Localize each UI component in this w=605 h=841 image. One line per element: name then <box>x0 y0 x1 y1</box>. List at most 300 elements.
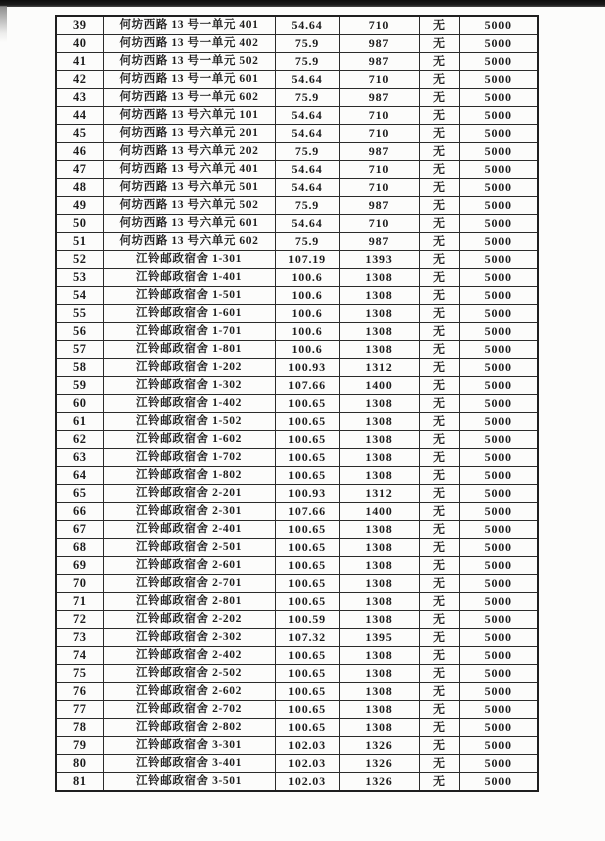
table-row <box>56 755 538 773</box>
cell-deposit: 5000 <box>459 737 538 755</box>
cell-deposit: 5000 <box>459 467 538 485</box>
cell-row-number: 45 <box>56 125 103 143</box>
cell-price: 987 <box>339 53 419 71</box>
cell-price: 987 <box>339 197 419 215</box>
cell-price: 1312 <box>339 359 419 377</box>
cell-area: 100.65 <box>275 395 339 413</box>
cell-address: 何坊西路 13 号一单元 401 <box>103 16 275 35</box>
table-row <box>56 179 538 197</box>
cell-price: 1308 <box>339 719 419 737</box>
cell-area: 75.9 <box>275 53 339 71</box>
cell-deposit: 5000 <box>459 503 538 521</box>
cell-area: 75.9 <box>275 233 339 251</box>
cell-row-number: 39 <box>56 16 103 35</box>
cell-remark: 无 <box>419 773 459 792</box>
cell-area: 100.65 <box>275 593 339 611</box>
cell-deposit: 5000 <box>459 305 538 323</box>
cell-remark: 无 <box>419 701 459 719</box>
cell-deposit: 5000 <box>459 629 538 647</box>
cell-deposit: 5000 <box>459 539 538 557</box>
cell-row-number: 56 <box>56 323 103 341</box>
cell-deposit: 5000 <box>459 16 538 35</box>
cell-address: 何坊西路 13 号六单元 601 <box>103 215 275 233</box>
cell-address: 何坊西路 13 号六单元 401 <box>103 161 275 179</box>
cell-address: 江铃邮政宿舍 2-702 <box>103 701 275 719</box>
table-row <box>56 269 538 287</box>
table-row <box>56 629 538 647</box>
cell-row-number: 50 <box>56 215 103 233</box>
table-row <box>56 503 538 521</box>
cell-deposit: 5000 <box>459 665 538 683</box>
cell-area: 100.6 <box>275 341 339 359</box>
cell-price: 1308 <box>339 341 419 359</box>
cell-deposit: 5000 <box>459 53 538 71</box>
cell-row-number: 57 <box>56 341 103 359</box>
cell-price: 1308 <box>339 431 419 449</box>
cell-price: 1308 <box>339 269 419 287</box>
cell-area: 100.59 <box>275 611 339 629</box>
cell-address: 江铃邮政宿舍 2-602 <box>103 683 275 701</box>
cell-address: 江铃邮政宿舍 1-601 <box>103 305 275 323</box>
cell-price: 1326 <box>339 773 419 792</box>
cell-area: 100.65 <box>275 665 339 683</box>
table-row <box>56 71 538 89</box>
cell-address: 江铃邮政宿舍 1-401 <box>103 269 275 287</box>
cell-deposit: 5000 <box>459 449 538 467</box>
cell-area: 100.65 <box>275 683 339 701</box>
cell-address: 江铃邮政宿舍 2-302 <box>103 629 275 647</box>
cell-remark: 无 <box>419 737 459 755</box>
cell-row-number: 78 <box>56 719 103 737</box>
cell-remark: 无 <box>419 161 459 179</box>
cell-price: 1326 <box>339 755 419 773</box>
cell-address: 江铃邮政宿舍 3-501 <box>103 773 275 792</box>
cell-row-number: 63 <box>56 449 103 467</box>
cell-row-number: 67 <box>56 521 103 539</box>
cell-remark: 无 <box>419 143 459 161</box>
cell-remark: 无 <box>419 107 459 125</box>
cell-deposit: 5000 <box>459 215 538 233</box>
table-row <box>56 359 538 377</box>
table-row <box>56 143 538 161</box>
cell-deposit: 5000 <box>459 161 538 179</box>
cell-row-number: 76 <box>56 683 103 701</box>
cell-area: 54.64 <box>275 16 339 35</box>
cell-row-number: 61 <box>56 413 103 431</box>
cell-price: 1308 <box>339 701 419 719</box>
cell-price: 1308 <box>339 449 419 467</box>
cell-area: 102.03 <box>275 737 339 755</box>
table-row <box>56 215 538 233</box>
cell-address: 江铃邮政宿舍 1-701 <box>103 323 275 341</box>
cell-price: 1308 <box>339 323 419 341</box>
table-row <box>56 701 538 719</box>
table-row <box>56 53 538 71</box>
cell-area: 100.65 <box>275 467 339 485</box>
cell-area: 75.9 <box>275 35 339 53</box>
cell-price: 1308 <box>339 593 419 611</box>
cell-remark: 无 <box>419 377 459 395</box>
cell-deposit: 5000 <box>459 395 538 413</box>
cell-row-number: 72 <box>56 611 103 629</box>
property-listing-table <box>55 15 539 792</box>
cell-remark: 无 <box>419 611 459 629</box>
cell-address: 江铃邮政宿舍 2-701 <box>103 575 275 593</box>
cell-price: 1312 <box>339 485 419 503</box>
cell-row-number: 55 <box>56 305 103 323</box>
table-row <box>56 305 538 323</box>
cell-deposit: 5000 <box>459 107 538 125</box>
cell-address: 江铃邮政宿舍 2-802 <box>103 719 275 737</box>
cell-address: 江铃邮政宿舍 1-502 <box>103 413 275 431</box>
cell-deposit: 5000 <box>459 179 538 197</box>
cell-deposit: 5000 <box>459 269 538 287</box>
cell-deposit: 5000 <box>459 593 538 611</box>
cell-area: 100.65 <box>275 521 339 539</box>
cell-price: 1393 <box>339 251 419 269</box>
table-row <box>56 89 538 107</box>
cell-row-number: 80 <box>56 755 103 773</box>
table-row <box>56 521 538 539</box>
cell-price: 1308 <box>339 395 419 413</box>
cell-price: 1308 <box>339 305 419 323</box>
cell-area: 100.65 <box>275 719 339 737</box>
table-row <box>56 323 538 341</box>
cell-address: 何坊西路 13 号六单元 101 <box>103 107 275 125</box>
cell-remark: 无 <box>419 53 459 71</box>
cell-address: 江铃邮政宿舍 2-202 <box>103 611 275 629</box>
cell-area: 100.65 <box>275 431 339 449</box>
cell-deposit: 5000 <box>459 647 538 665</box>
cell-price: 1400 <box>339 503 419 521</box>
cell-address: 江铃邮政宿舍 2-301 <box>103 503 275 521</box>
cell-price: 710 <box>339 125 419 143</box>
cell-remark: 无 <box>419 233 459 251</box>
cell-address: 何坊西路 13 号六单元 202 <box>103 143 275 161</box>
cell-address: 何坊西路 13 号一单元 402 <box>103 35 275 53</box>
table-row <box>56 683 538 701</box>
cell-row-number: 68 <box>56 539 103 557</box>
cell-price: 1308 <box>339 665 419 683</box>
cell-remark: 无 <box>419 71 459 89</box>
table-row <box>56 341 538 359</box>
cell-area: 54.64 <box>275 125 339 143</box>
cell-row-number: 79 <box>56 737 103 755</box>
cell-row-number: 47 <box>56 161 103 179</box>
cell-row-number: 60 <box>56 395 103 413</box>
cell-row-number: 71 <box>56 593 103 611</box>
cell-remark: 无 <box>419 395 459 413</box>
cell-address: 何坊西路 13 号六单元 602 <box>103 233 275 251</box>
cell-area: 107.32 <box>275 629 339 647</box>
cell-area: 100.6 <box>275 269 339 287</box>
cell-row-number: 69 <box>56 557 103 575</box>
cell-area: 100.65 <box>275 701 339 719</box>
cell-address: 何坊西路 13 号六单元 502 <box>103 197 275 215</box>
cell-area: 102.03 <box>275 755 339 773</box>
cell-address: 江铃邮政宿舍 2-801 <box>103 593 275 611</box>
cell-price: 1308 <box>339 521 419 539</box>
table-row <box>56 16 538 35</box>
cell-row-number: 52 <box>56 251 103 269</box>
cell-area: 107.19 <box>275 251 339 269</box>
cell-remark: 无 <box>419 359 459 377</box>
cell-row-number: 74 <box>56 647 103 665</box>
table-row <box>56 557 538 575</box>
cell-remark: 无 <box>419 251 459 269</box>
cell-remark: 无 <box>419 305 459 323</box>
cell-remark: 无 <box>419 16 459 35</box>
cell-deposit: 5000 <box>459 701 538 719</box>
cell-area: 100.65 <box>275 413 339 431</box>
table-row <box>56 611 538 629</box>
cell-price: 987 <box>339 89 419 107</box>
cell-address: 江铃邮政宿舍 1-801 <box>103 341 275 359</box>
table-row <box>56 251 538 269</box>
cell-remark: 无 <box>419 755 459 773</box>
cell-area: 100.65 <box>275 647 339 665</box>
cell-row-number: 75 <box>56 665 103 683</box>
cell-price: 1395 <box>339 629 419 647</box>
cell-deposit: 5000 <box>459 719 538 737</box>
cell-area: 75.9 <box>275 143 339 161</box>
cell-price: 710 <box>339 16 419 35</box>
table-row <box>56 773 538 792</box>
cell-remark: 无 <box>419 35 459 53</box>
cell-price: 1308 <box>339 575 419 593</box>
cell-row-number: 70 <box>56 575 103 593</box>
table-row <box>56 449 538 467</box>
cell-row-number: 59 <box>56 377 103 395</box>
table-row <box>56 539 538 557</box>
table-row <box>56 395 538 413</box>
table-row <box>56 107 538 125</box>
cell-price: 710 <box>339 179 419 197</box>
cell-area: 75.9 <box>275 197 339 215</box>
cell-row-number: 40 <box>56 35 103 53</box>
cell-area: 100.65 <box>275 539 339 557</box>
cell-deposit: 5000 <box>459 35 538 53</box>
cell-deposit: 5000 <box>459 575 538 593</box>
cell-price: 1308 <box>339 287 419 305</box>
cell-row-number: 65 <box>56 485 103 503</box>
cell-price: 987 <box>339 143 419 161</box>
cell-deposit: 5000 <box>459 683 538 701</box>
cell-address: 江铃邮政宿舍 1-301 <box>103 251 275 269</box>
cell-row-number: 46 <box>56 143 103 161</box>
cell-price: 987 <box>339 233 419 251</box>
table-row <box>56 233 538 251</box>
cell-address: 江铃邮政宿舍 1-602 <box>103 431 275 449</box>
cell-deposit: 5000 <box>459 557 538 575</box>
cell-address: 江铃邮政宿舍 2-601 <box>103 557 275 575</box>
cell-deposit: 5000 <box>459 755 538 773</box>
cell-price: 1308 <box>339 683 419 701</box>
scan-left-edge-smudge <box>0 6 7 42</box>
cell-row-number: 53 <box>56 269 103 287</box>
table-row <box>56 413 538 431</box>
cell-row-number: 54 <box>56 287 103 305</box>
table-row <box>56 647 538 665</box>
cell-area: 107.66 <box>275 503 339 521</box>
scan-top-edge-bar <box>0 0 605 7</box>
cell-deposit: 5000 <box>459 125 538 143</box>
cell-deposit: 5000 <box>459 89 538 107</box>
cell-remark: 无 <box>419 89 459 107</box>
cell-remark: 无 <box>419 719 459 737</box>
cell-deposit: 5000 <box>459 341 538 359</box>
cell-deposit: 5000 <box>459 485 538 503</box>
cell-area: 54.64 <box>275 71 339 89</box>
cell-price: 710 <box>339 71 419 89</box>
cell-remark: 无 <box>419 215 459 233</box>
cell-remark: 无 <box>419 431 459 449</box>
cell-row-number: 41 <box>56 53 103 71</box>
cell-price: 710 <box>339 107 419 125</box>
cell-remark: 无 <box>419 269 459 287</box>
cell-address: 江铃邮政宿舍 3-301 <box>103 737 275 755</box>
cell-deposit: 5000 <box>459 377 538 395</box>
cell-address: 何坊西路 13 号一单元 602 <box>103 89 275 107</box>
cell-row-number: 81 <box>56 773 103 792</box>
cell-address: 何坊西路 13 号一单元 502 <box>103 53 275 71</box>
cell-area: 100.93 <box>275 485 339 503</box>
cell-price: 1308 <box>339 467 419 485</box>
cell-remark: 无 <box>419 413 459 431</box>
cell-deposit: 5000 <box>459 431 538 449</box>
cell-row-number: 64 <box>56 467 103 485</box>
cell-price: 1308 <box>339 611 419 629</box>
cell-remark: 无 <box>419 683 459 701</box>
cell-area: 100.6 <box>275 323 339 341</box>
cell-remark: 无 <box>419 521 459 539</box>
cell-row-number: 66 <box>56 503 103 521</box>
cell-address: 江铃邮政宿舍 2-501 <box>103 539 275 557</box>
cell-price: 1308 <box>339 413 419 431</box>
cell-address: 江铃邮政宿舍 1-402 <box>103 395 275 413</box>
cell-area: 100.6 <box>275 287 339 305</box>
cell-deposit: 5000 <box>459 359 538 377</box>
table-row <box>56 431 538 449</box>
cell-address: 江铃邮政宿舍 2-401 <box>103 521 275 539</box>
cell-price: 987 <box>339 35 419 53</box>
cell-area: 102.03 <box>275 773 339 792</box>
table-row <box>56 161 538 179</box>
cell-deposit: 5000 <box>459 323 538 341</box>
cell-deposit: 5000 <box>459 521 538 539</box>
cell-remark: 无 <box>419 125 459 143</box>
cell-row-number: 48 <box>56 179 103 197</box>
cell-remark: 无 <box>419 449 459 467</box>
cell-remark: 无 <box>419 323 459 341</box>
cell-row-number: 77 <box>56 701 103 719</box>
cell-deposit: 5000 <box>459 287 538 305</box>
table-row <box>56 197 538 215</box>
cell-remark: 无 <box>419 179 459 197</box>
cell-price: 1308 <box>339 539 419 557</box>
cell-remark: 无 <box>419 575 459 593</box>
cell-area: 54.64 <box>275 215 339 233</box>
cell-remark: 无 <box>419 647 459 665</box>
cell-remark: 无 <box>419 503 459 521</box>
cell-remark: 无 <box>419 593 459 611</box>
cell-row-number: 49 <box>56 197 103 215</box>
table-body <box>56 16 538 791</box>
cell-remark: 无 <box>419 629 459 647</box>
table-row <box>56 467 538 485</box>
table-row <box>56 377 538 395</box>
cell-area: 107.66 <box>275 377 339 395</box>
cell-remark: 无 <box>419 341 459 359</box>
cell-row-number: 62 <box>56 431 103 449</box>
cell-deposit: 5000 <box>459 611 538 629</box>
cell-remark: 无 <box>419 467 459 485</box>
cell-price: 1400 <box>339 377 419 395</box>
table-row <box>56 665 538 683</box>
cell-address: 江铃邮政宿舍 1-501 <box>103 287 275 305</box>
table-row <box>56 125 538 143</box>
cell-price: 1308 <box>339 557 419 575</box>
cell-address: 何坊西路 13 号六单元 501 <box>103 179 275 197</box>
table-row <box>56 575 538 593</box>
cell-row-number: 51 <box>56 233 103 251</box>
cell-area: 100.65 <box>275 449 339 467</box>
table-row <box>56 719 538 737</box>
cell-area: 100.93 <box>275 359 339 377</box>
cell-row-number: 43 <box>56 89 103 107</box>
cell-address: 江铃邮政宿舍 3-401 <box>103 755 275 773</box>
cell-address: 江铃邮政宿舍 1-302 <box>103 377 275 395</box>
cell-area: 100.65 <box>275 557 339 575</box>
cell-address: 江铃邮政宿舍 2-402 <box>103 647 275 665</box>
cell-area: 75.9 <box>275 89 339 107</box>
cell-remark: 无 <box>419 485 459 503</box>
cell-deposit: 5000 <box>459 197 538 215</box>
table-row <box>56 35 538 53</box>
cell-area: 54.64 <box>275 107 339 125</box>
cell-address: 何坊西路 13 号六单元 201 <box>103 125 275 143</box>
cell-price: 710 <box>339 215 419 233</box>
cell-price: 1308 <box>339 647 419 665</box>
cell-deposit: 5000 <box>459 143 538 161</box>
cell-remark: 无 <box>419 287 459 305</box>
cell-deposit: 5000 <box>459 71 538 89</box>
cell-area: 54.64 <box>275 179 339 197</box>
cell-remark: 无 <box>419 539 459 557</box>
cell-row-number: 73 <box>56 629 103 647</box>
cell-address: 江铃邮政宿舍 2-201 <box>103 485 275 503</box>
cell-address: 江铃邮政宿舍 1-802 <box>103 467 275 485</box>
cell-area: 100.65 <box>275 575 339 593</box>
cell-deposit: 5000 <box>459 413 538 431</box>
cell-deposit: 5000 <box>459 773 538 792</box>
cell-address: 江铃邮政宿舍 2-502 <box>103 665 275 683</box>
cell-price: 710 <box>339 161 419 179</box>
cell-area: 54.64 <box>275 161 339 179</box>
cell-remark: 无 <box>419 665 459 683</box>
table-row <box>56 485 538 503</box>
cell-area: 100.6 <box>275 305 339 323</box>
cell-price: 1326 <box>339 737 419 755</box>
cell-remark: 无 <box>419 197 459 215</box>
cell-address: 江铃邮政宿舍 1-702 <box>103 449 275 467</box>
cell-row-number: 58 <box>56 359 103 377</box>
table-row <box>56 287 538 305</box>
cell-address: 江铃邮政宿舍 1-202 <box>103 359 275 377</box>
cell-deposit: 5000 <box>459 251 538 269</box>
cell-deposit: 5000 <box>459 233 538 251</box>
table-row <box>56 593 538 611</box>
